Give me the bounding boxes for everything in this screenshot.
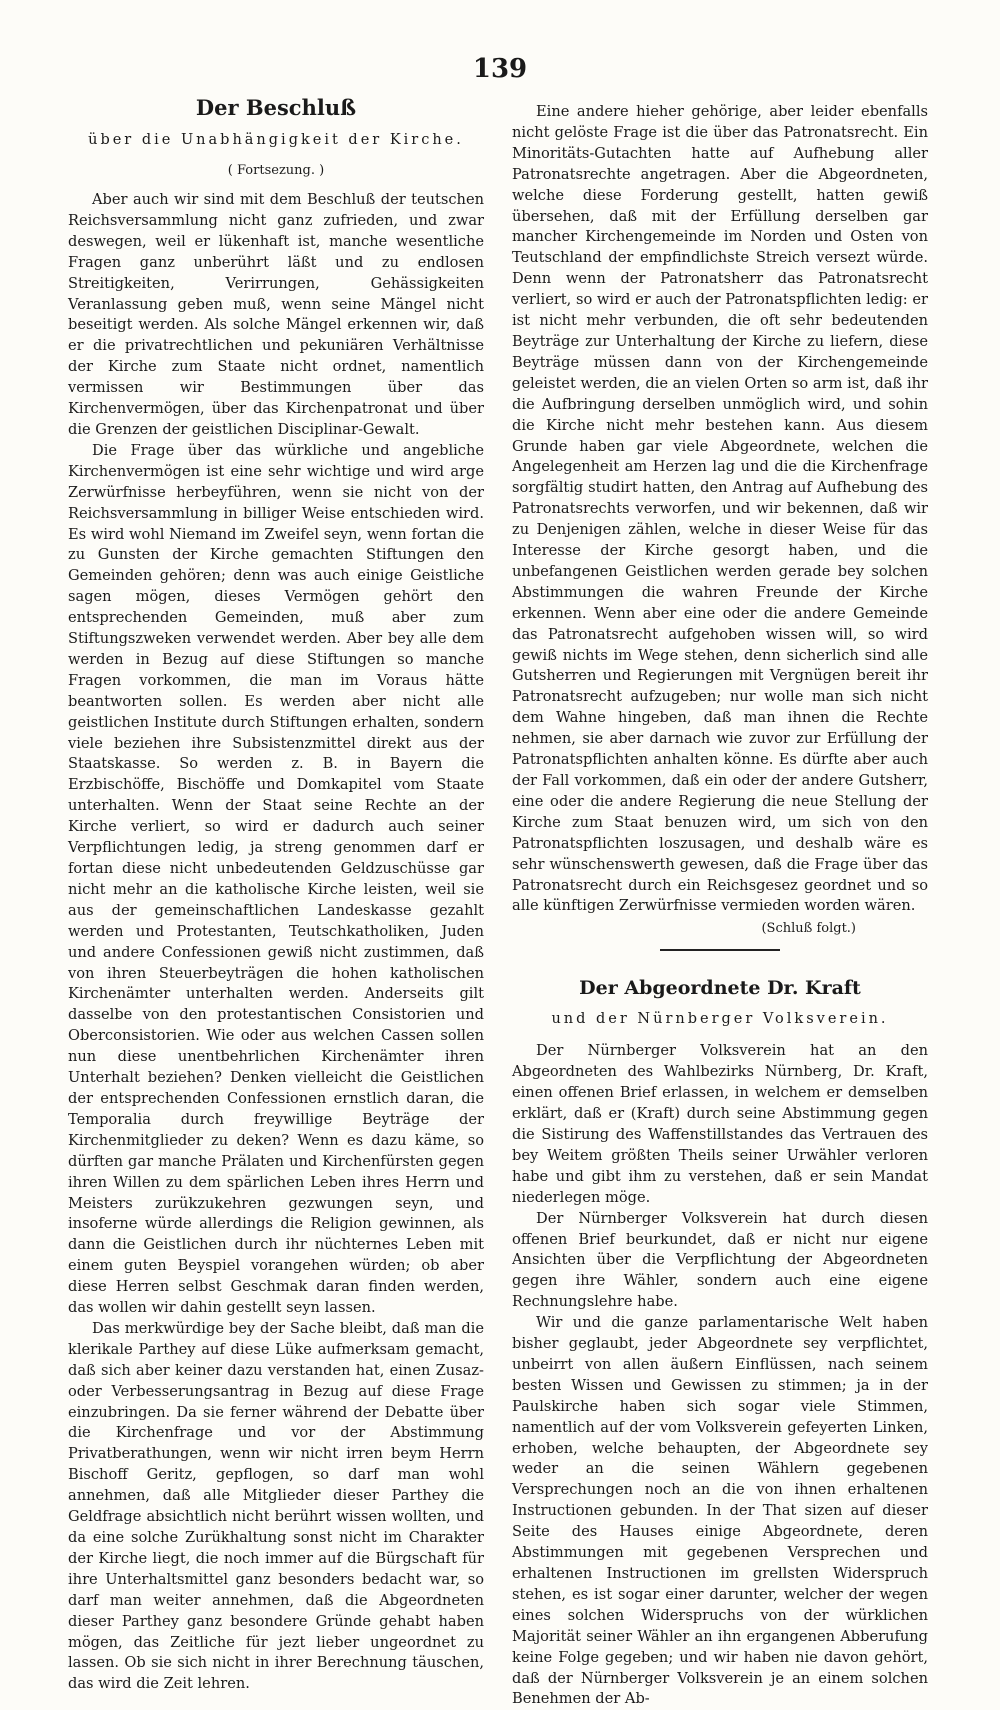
article-paragraph: Wir und die ganze parlamentarische Welt haben bisher geglaubt, jeder Abgeordnete sey verpflichtet, unbeirrt von allen äußern Einflüssen, nach seinem besten Wissen und Gewissen zu stimmen; ja in der Paulskirche haben sich sogar viele Stimmen, namentlich auf der vom Volksverein gefeyerten Linken, erhoben, welche behaupten, der Abgeordnete sey weder an die seinen Wählern gegebenen Versprechungen noch an die von ihnen erhaltenen Instructionen gebunden. In der That sizen auf dieser Seite des Hauses einige Abgeordnete, deren Abstimmungen mit gegebenen Versprechen und erhaltenen Instructionen im grellsten Widerspruch stehen, es ist sogar einer darunter, welcher der wegen eines solchen Widerspruchs von der würklichen Majorität seiner Wähler an ihn ergangenen Abberufung keine Folge gegeben; und wir haben nie davon gehört, daß der Nürnberger Volksverein je an einem solchen Benehmen der Ab- bbox=[512, 1314, 928, 1708]
end-note: (Schluß folgt.) bbox=[761, 921, 856, 937]
article-title: Der Beschluß bbox=[195, 95, 357, 120]
section-divider bbox=[660, 949, 780, 951]
page-number: 139 bbox=[472, 54, 528, 84]
article-subtitle: über die Unabhängigkeit der Kirche. bbox=[88, 132, 464, 148]
article-paragraph: Der Nürnberger Volksverein hat an den Abgeordneten des Wahlbezirks Nürnberg, Dr. Kraft, einen offenen Brief erlassen, in welchem er demselben erklärt, daß er (Kraft) durch seine Abstimmung gegen die Sistirung des Waffenstillstandes das Vertrauen des bey Weitem größten Theils seiner Urwähler verloren habe und gibt ihm zu verstehen, daß er sein Mandat niederlegen möge. bbox=[512, 1042, 928, 1206]
right-column bbox=[512, 102, 928, 1710]
continuation-note: ( Fortsezung. ) bbox=[227, 163, 325, 178]
article-paragraph: Die Frage über das würkliche und angebliche Kirchenvermögen ist eine sehr wichtige und wird arge Zerwürfnisse herbeyführen, wenn sie nicht von der Reichsversammlung in billiger Weise entschieden wird. Es wird wohl Niemand im Zweifel seyn, wenn fortan die zu Gunsten der Kirche gemachten Stiftungen den Gemeinden gehören; denn was auch einige Geistliche sagen mögen, dieses Vermögen gehört den entsprechenden Gemeinden, muß aber zum Stiftungszweken verwendet werden. Aber bey alle dem werden in Bezug auf diese Stiftungen so manche Fragen vorkommen, die man im Voraus hätte beantworten sollen. Es werden aber nicht alle geistlichen Institute durch Stiftungen erhalten, sondern viele beziehen ihre Subsistenzmittel direkt aus der Staatskasse. So werden z. B. in Bayern die Erzbischöffe, Bischöffe und Domkapitel vom Staate unterhalten. Wenn der Staat seine Rechte an der Kirche verliert, so wird er dadurch auch seiner Verpflichtungen ledig, ja streng genommen darf er fortan diese nicht unbedeutenden Geldzuschüsse gar nicht mehr an die katholische Kirche leisten, weil sie aus der gemeinschaftlichen Landeskasse gezahlt werden und Protestanten, Teutschkatholiken, Juden und andere Confessionen gewiß nicht zustimmen, daß von ihren Steuerbeyträgen die hohen katholischen Kirchenämter unterhalten werden. Anderseits gilt dasselbe von den protestantischen Consistorien und Oberconsistorien. Wie oder aus welchen Cassen sollen nun diese unentbehrlichen Kirchenämter ihren Unterhalt beziehen? Denken vielleicht die Geistlichen der entsprechenden Confessionen ernstlich daran, die Temporalia durch freywillige Beyträge der Kirchenmitglieder zu deken? Wenn es dazu käme, so dürften gar manche Prälaten und Kirchenfürsten gegen ihren Willen zu dem spärlichen Leben ihres Herrn und Meisters zurükzukehren gezwungen seyn, und insoferne würde allerdings die Religion gewinnen, als dann die Geistlichen durch ihr nüchternes Leben mit einem guten Beyspiel vorangehen würden; ob aber diese Herren selbst Geschmak daran finden werden, das wollen wir dahin gestellt seyn lassen. bbox=[68, 441, 484, 1317]
article-title-2: Der Abgeordnete Dr. Kraft bbox=[579, 977, 861, 1000]
article-paragraph: Das merkwürdige bey der Sache bleibt, daß man die klerikale Parthey auf diese Lüke aufmerksam gemacht, daß sich aber keiner dazu verstanden hat, einen Zusaz- oder Verbesserungsantrag in Bezug auf diese Frage einzubringen. Da sie ferner während der Debatte über die Kirchenfrage und vor der Abstimmung Privatberathungen, wenn wir nicht irren beym Herrn Bischoff Geritz, gepflogen, so darf man wohl annehmen, daß alle Mitglieder dieser Parthey die Geldfrage absichtlich nicht berührt wissen wollten, und da eine solche Zurükhaltung sonst nicht im Charakter der Kirche liegt, die noch immer auf die Bürgschaft für ihre Unterhaltsmittel ganz besonders bedacht war, so darf man weiter annehmen, daß die Abgeordneten dieser Parthey ganz besondere Gründe gehabt haben mögen, das Zeitliche für jezt lieber ungeordnet zu lassen. Ob sie sich nicht in ihrer Berechnung täuschen, das wird die Zeit lehren. bbox=[68, 1319, 484, 1693]
article-subtitle-2: und der Nürnberger Volksverein. bbox=[551, 1011, 889, 1028]
article-paragraph: Eine andere hieher gehörige, aber leider ebenfalls nicht gelöste Frage ist die über das Patronatsrecht. Ein Minoritäts-Gutachten hatte auf Aufhebung aller Patronatsrechte angetragen. Aber die Abgeordneten, welche diese Forderung gestellt, hatten gewiß übersehen, daß mit der Erfüllung derselben gar mancher Kirchengemeinde im Norden und Osten von Teutschland der empfindlichste Streich versezt würde. Denn wenn der Patronatsherr das Patronatsrecht verliert, so wird er auch der Patronatspflichten ledig: er ist nicht mehr verbunden, die oft sehr bedeutenden Beyträge zur Unterhaltung der Kirche zu liefern, diese Beyträge müssen dann von der Kirchengemeinde geleistet werden, die an vielen Orten so arm ist, daß ihr die Aufbringung derselben unmöglich wird, und sohin die Kirche nicht mehr bestehen kann. Aus diesem Grunde haben gar viele Abgeordnete, welchen die Angelegenheit am Herzen lag und die die Kirchenfrage sorgfältig studirt hatten, den Antrag auf Aufhebung des Patronatsrechts verworfen, und wir bekennen, daß wir zu Denjenigen zählen, welche in dieser Weise für das Interesse der Kirche gesorgt haben, und die unbefangenen Geistlichen werden gerade bey solchen Abstimmungen die wahren Freunde der Kirche erkennen. Wenn aber eine oder die andere Gemeinde das Patronatsrecht aufgehoben wissen will, so wird gewiß nichts im Wege stehen, denn sicherlich sind alle Gutsherren und Regierungen mit Vergnügen bereit ihr Patronatsrecht aufzugeben; nur wolle man sich nicht dem Wahne hingeben, daß man ihnen die Rechte nehmen, sie aber darnach wie zuvor zur Erfüllung der Patronatspflichten anhalten könne. Es dürfte aber auch der Fall vorkommen, daß ein oder der andere Gutsherr, eine oder die andere Regierung die neue Stellung der Kirche zum Staat benuzen wird, um sich von den Patronatspflichten loszusagen, und deshalb wäre es sehr wünschenswerth gewesen, daß die Frage über das Patronatsrecht durch ein Reichsgesez geordnet und so alle künftigen Zerwürfnisse vermieden worden wären. bbox=[512, 103, 928, 915]
article-paragraph: Aber auch wir sind mit dem Beschluß der teutschen Reichsversammlung nicht ganz zufrieden, und zwar deswegen, weil er lükenhaft ist, manche wesentliche Fragen ganz unberührt läßt und zu endlosen Streitigkeiten, Verirrungen, Gehässigkeiten Veranlassung geben muß, wenn seine Mängel nicht beseitigt werden. Als solche Mängel erkennen wir, daß er die privatrechtlichen und pekuniären Verhältnisse der Kirche zum Staate nicht ordnet, namentlich vermissen wir Bestimmungen über das Kirchenvermögen, über das Kirchenpatronat und über die Grenzen der geistlichen Disciplinar-Gewalt. bbox=[68, 191, 484, 438]
left-column bbox=[68, 96, 484, 1695]
article-paragraph: Der Nürnberger Volksverein hat durch diesen offenen Brief beurkundet, daß er nicht nur eigene Ansichten über die Verpflichtung der Abgeordneten gegen ihre Wähler, sondern auch eine eigene Rechnungslehre habe. bbox=[512, 1209, 928, 1311]
